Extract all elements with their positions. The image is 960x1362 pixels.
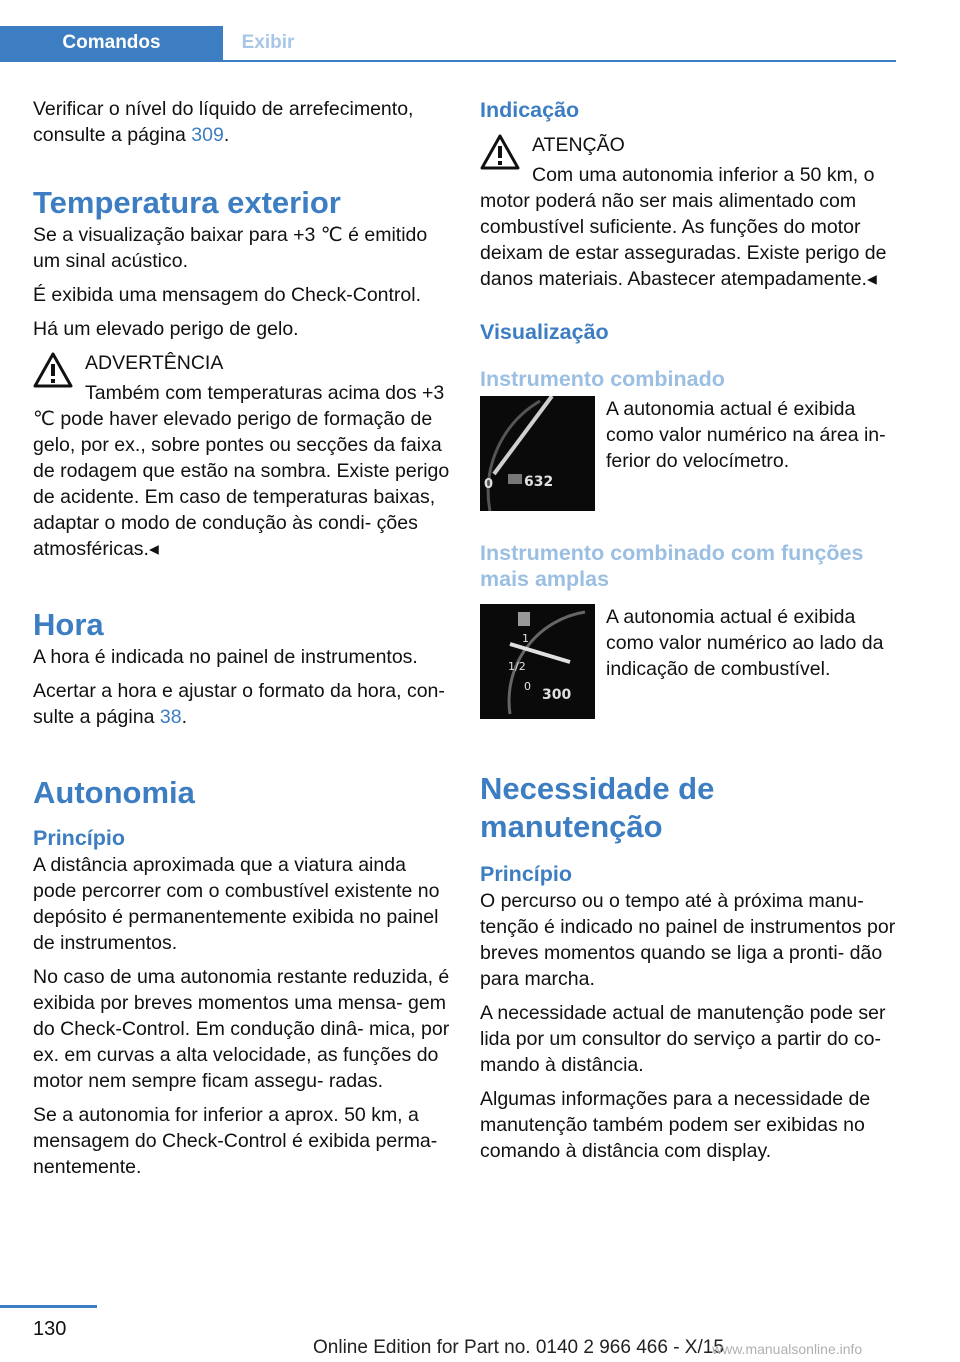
manutencao-paragraph-3: Algumas informações para a necessidade de manutenção também podem ser exibidas no comando à distância com display. bbox=[480, 1088, 871, 1162]
warning-triangle-icon bbox=[480, 134, 520, 170]
subsection-principio: Princípio bbox=[33, 826, 125, 850]
range-value: 632 bbox=[524, 474, 554, 490]
hora-paragraph-1: A hora é indicada no painel de instrumentos. bbox=[33, 646, 418, 668]
footer-rule bbox=[0, 1305, 97, 1308]
autonomia-paragraph-1: A distância aproximada que a viatura ainda pode percorrer com o combustível existente no depósito é permanentemente exibida no painel de instrumentos. bbox=[33, 854, 440, 954]
page-link-309[interactable]: 309 bbox=[191, 124, 224, 146]
manutencao-paragraph-1: O percurso ou o tempo até à próxima manu‐ tenção é indicado no painel de instrumentos por breves momentos quando se liga a pronti‐ dão para marcha. bbox=[480, 890, 896, 990]
fuel-gauge-image bbox=[480, 604, 595, 719]
warning-box-temperatura bbox=[33, 350, 451, 562]
subsection-indicacao: Indicação bbox=[480, 98, 580, 122]
warning-box-atencao bbox=[480, 132, 898, 292]
temp-paragraph-2: É exibida uma mensagem do Check-Control. bbox=[33, 284, 422, 306]
hora-paragraph-2: Acertar a hora e ajustar o formato da hora, con‐ sulte a página 38. bbox=[33, 680, 445, 728]
edition-text: Online Edition for Part no. 0140 2 966 466 - X/15 bbox=[313, 1337, 724, 1358]
page-number: 130 bbox=[33, 1318, 67, 1340]
header-tabbar bbox=[0, 26, 896, 62]
tab-comandos[interactable]: Comandos bbox=[0, 26, 223, 60]
subsection-principio-manutencao: Princípio bbox=[480, 862, 572, 886]
right-column bbox=[480, 96, 898, 1172]
section-title-temperatura: Temperatura exterior bbox=[33, 185, 341, 220]
temp-paragraph-1: Se a visualização baixar para +3 ℃ é emitido um sinal acústico. bbox=[33, 224, 428, 272]
fuel-empty-label: 0 bbox=[524, 680, 531, 693]
section-title-hora: Hora bbox=[33, 607, 104, 642]
section-title-autonomia: Autonomia bbox=[33, 775, 195, 810]
warning-heading: ATENÇÃO bbox=[532, 134, 625, 156]
warning-text: Com uma autonomia inferior a 50 km, o motor poderá não ser mais alimentado com combustível suficiente. As funções do motor deixam de estar asseguradas. Existe perigo de danos materiais. Abastecer atempadamente.◂ bbox=[480, 164, 887, 290]
subsubsection-instrumento-combinado: Instrumento combinado bbox=[480, 367, 725, 391]
image-row-1 bbox=[480, 396, 898, 516]
gauge-zero-label: 0 bbox=[484, 477, 494, 492]
autonomia-paragraph-2: No caso de uma autonomia restante reduzida, é exibida por breves momentos uma mensa‐ gem do Check-Control. Em condução dinâ‐ mica, por ex. em curvas a alta velocidade, as funções do motor nem sempre ficam assegu‐ radas. bbox=[33, 966, 450, 1092]
speedometer-image bbox=[480, 396, 595, 511]
watermark-text: www.manualsonline.info bbox=[712, 1341, 863, 1357]
section-title-manutencao: Necessidade de manutenção bbox=[480, 771, 715, 844]
header-rule bbox=[0, 60, 896, 62]
tab-exibir[interactable]: Exibir bbox=[223, 26, 313, 60]
warning-heading: ADVERTÊNCIA bbox=[85, 352, 224, 374]
image-row-2 bbox=[480, 604, 898, 724]
page-link-38[interactable]: 38 bbox=[159, 706, 182, 728]
manutencao-paragraph-2: A necessidade actual de manutenção pode ser lida por um consultor do serviço a partir do co‐ mando à distância. bbox=[480, 1002, 886, 1076]
subsection-visualizacao: Visualização bbox=[480, 320, 609, 344]
fuel-full-label: 1 bbox=[522, 632, 529, 645]
left-column bbox=[33, 96, 451, 1188]
image-caption-2: A autonomia actual é exibida como valor numérico ao lado da indicação de combustível. bbox=[606, 606, 884, 680]
range-value: 300 bbox=[542, 687, 572, 703]
temp-paragraph-3: Há um elevado perigo de gelo. bbox=[33, 318, 299, 340]
autonomia-paragraph-3: Se a autonomia for inferior a aprox. 50 km, a mensagem do Check-Control é exibida perma‐ nentemente. bbox=[33, 1104, 438, 1178]
image-caption-1: A autonomia actual é exibida como valor numérico na área in‐ ferior do velocímetro. bbox=[606, 398, 886, 472]
warning-triangle-icon bbox=[33, 352, 73, 388]
intro-paragraph: Verificar o nível do líquido de arrefecimento, consulte a página 309. bbox=[33, 98, 414, 146]
subsubsection-instrumento-amplo: Instrumento combinado com funções mais amplas bbox=[480, 541, 864, 591]
fuel-half-label: 1/2 bbox=[508, 660, 526, 673]
warning-text: Também com temperaturas acima dos +3 ℃ pode haver elevado perigo de formação de gelo, por ex., sobre pontes ou secções da faixa de rodagem que estão na sombra. Existe perigo de acidente. Em caso de temperaturas baixas, adaptar o modo de condução às condi‐ ções atmosféricas.◂ bbox=[33, 382, 450, 560]
